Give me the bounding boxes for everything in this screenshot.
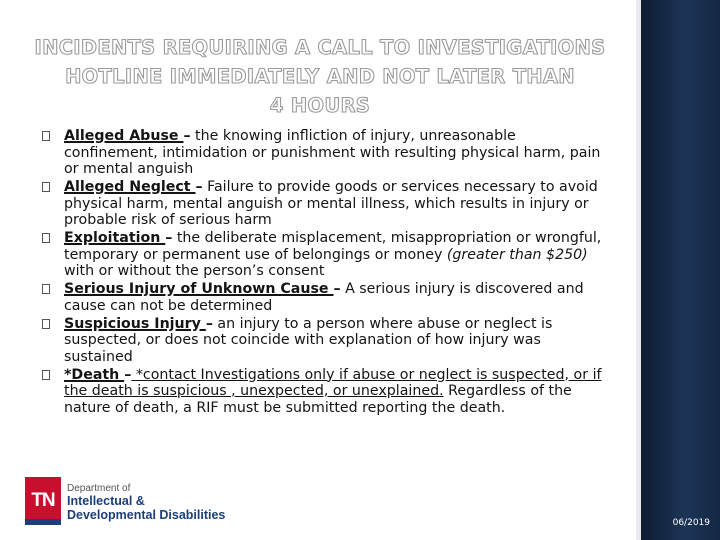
checkbox-square-icon bbox=[42, 131, 50, 141]
term-dash: – bbox=[333, 281, 341, 297]
term-label: Exploitation bbox=[64, 230, 166, 246]
term-contact-note: *contact Investigations only if abuse or neglect is suspected, or if the death is suspicious , unexpected, or unexplained. bbox=[64, 366, 602, 399]
checkbox-square-icon bbox=[42, 370, 50, 380]
list-item-neglect bbox=[42, 179, 610, 229]
logo-dept-label: Department of bbox=[67, 483, 131, 494]
term-dash: – bbox=[205, 315, 213, 332]
term-dash: – bbox=[165, 230, 173, 246]
title-line-3: 4 HOURS bbox=[269, 94, 371, 117]
title-line-2: HOTLINE IMMEDIATELY AND NOT LATER THAN bbox=[65, 65, 575, 88]
term-dash: – bbox=[183, 128, 191, 144]
logo-text bbox=[67, 483, 225, 522]
logo-name-line-2: Developmental Disabilities bbox=[67, 508, 226, 522]
list-item-serious-injury bbox=[42, 281, 610, 314]
logo-name-line-1: Intellectual & bbox=[67, 494, 145, 508]
incident-list bbox=[42, 128, 610, 418]
list-item-suspicious-injury bbox=[42, 316, 610, 366]
term-definition: the knowing infliction of injury, unreasonable confinement, intimidation or punishment with resulting physical harm, pain or mental anguish bbox=[64, 128, 601, 177]
term-amount-note: (greater than $250) bbox=[446, 246, 588, 263]
term-definition: A serious injury is discovered and cause can not be determined bbox=[64, 281, 584, 314]
list-item-abuse bbox=[42, 128, 610, 178]
checkbox-square-icon bbox=[42, 284, 50, 294]
slide-title bbox=[20, 33, 620, 120]
term-definition-end: with or without the person’s consent bbox=[64, 263, 325, 279]
checkbox-square-icon bbox=[42, 233, 50, 243]
department-logo bbox=[25, 477, 255, 527]
footer-date: 06/2019 bbox=[672, 518, 710, 528]
term-dash: – bbox=[124, 366, 132, 383]
checkbox-square-icon bbox=[42, 182, 50, 192]
side-panel bbox=[641, 0, 720, 540]
term-definition: Failure to provide goods or services necessary to avoid physical harm, mental anguish or mental illness, which results in injury or probable risk of serious harm bbox=[64, 179, 598, 228]
term-label: Serious Injury of Unknown Cause bbox=[64, 281, 334, 297]
term-dash: – bbox=[195, 179, 203, 195]
term-label: Alleged Neglect bbox=[64, 179, 196, 195]
title-line-1: INCIDENTS REQUIRING A CALL TO INVESTIGATIONS bbox=[34, 36, 606, 59]
term-label: *Death bbox=[64, 366, 125, 383]
term-definition: an injury to a person where abuse or neglect is suspected, or does not coincide with explanation of how injury was sustained bbox=[64, 315, 553, 365]
list-item-exploitation bbox=[42, 230, 610, 280]
list-item-death bbox=[42, 367, 610, 417]
term-definition: Regardless of the nature of death, a RIF must be submitted reporting the death. bbox=[64, 383, 572, 416]
term-label: Alleged Abuse bbox=[64, 128, 184, 144]
tn-state-logo-icon: TN bbox=[25, 477, 61, 525]
term-definition: the deliberate misplacement, misappropriation or wrongful, temporary or permanent use of belongings or money bbox=[64, 230, 602, 263]
term-label: Suspicious Injury bbox=[64, 315, 206, 332]
checkbox-square-icon bbox=[42, 319, 50, 329]
